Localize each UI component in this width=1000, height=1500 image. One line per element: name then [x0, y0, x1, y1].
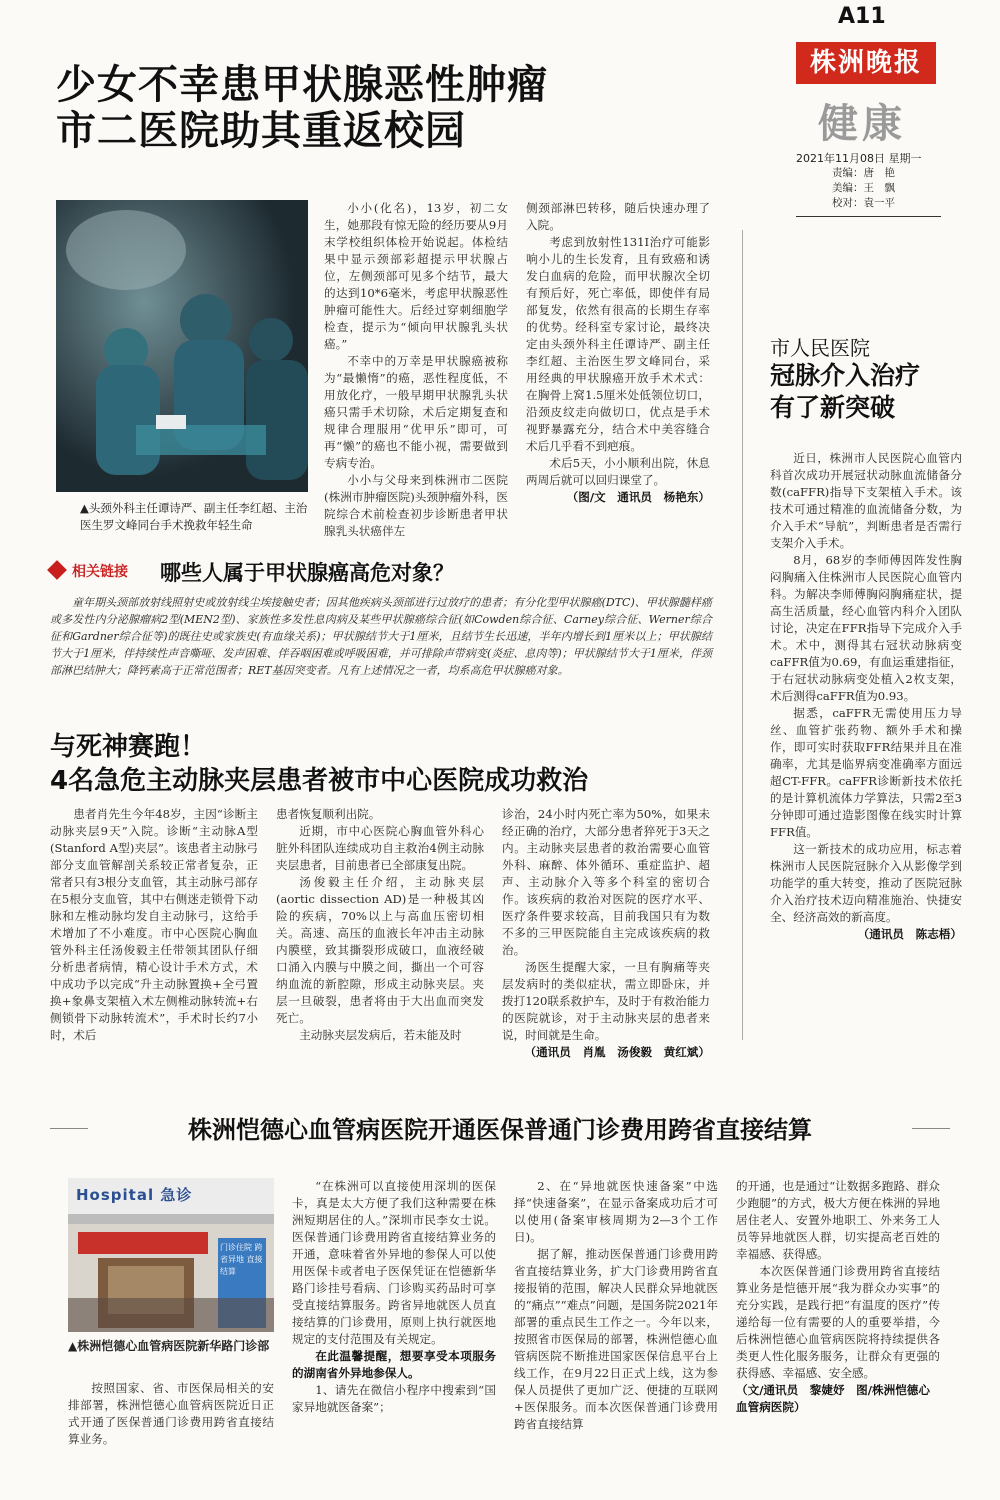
issue-date: 2021年11月08日 星期一 [796, 152, 922, 165]
article3-paragraph: 的开通，也是通过“让数据多跑路、群众少跑腿”的方式，极大方便在株洲的异地居住老人、安置外地职工、外来务工人员等异地就医人群，切实提高老百姓的幸福感、获得感。 [736, 1179, 940, 1261]
newspaper-logo: 株洲晚报 [796, 42, 936, 84]
hospital-photo-board: 门诊住院 跨省异地 直接结算 [220, 1243, 263, 1276]
article2-credit: （通讯员 肖胤 汤俊毅 黄红斌） [524, 1045, 710, 1059]
article1-title-line1: 少女不幸患甲状腺恶性肿瘤 [56, 62, 548, 108]
hospital-photo [68, 1178, 274, 1332]
article1-paragraph: 不幸中的万幸是甲状腺癌被称为“最懒惰”的癌，恶性程度低，不用放化疗，一般早期甲状腺乳头状癌只需手术切除，术后定期复查和规律合理服用“优甲乐”即可，可再“懒”的癌也不能小视，需要做到专病专治。 [324, 354, 508, 470]
article2-title-line1: 与死神赛跑！ [50, 732, 207, 762]
article2-headline [50, 730, 588, 798]
surgery-photo [56, 200, 308, 492]
sidebar-credit: （通讯员 陈志梧） [857, 927, 962, 941]
related-paragraph: 童年期头颈部放射线照射史或放射线尘埃接触史者；因其他疾病头颈部进行过放疗的患者；有分化型甲状腺癌(DTC)、甲状腺髓样癌或多发性内分泌腺瘤病2型(MEN2型)、家族性多发性息肉病及某些甲状腺癌综合征(如Cowden综合征、Carney综合征、Werner综合征和Gardner综合征等)的既往史或家族史(有血缘关系)；甲状腺结节大于1厘米，且结节生长迅速，半年内增长到1厘米以上；甲状腺结节大于1厘米，伴持续性声音嘶哑、发声困难、伴吞咽困难或呼吸困难，并可排除声带病变(炎症、息肉等)；甲状腺结节大于1厘米，伴颈部淋巴结肿大；降钙素高于正常范围者；RET基因突变者。凡有上述情况之一者，均系高危甲状腺癌对象。 [50, 596, 712, 677]
editor-credit: 责编：唐 艳 [832, 167, 895, 179]
sidebar-paragraph: 8月，68岁的李师傅因阵发性胸闷胸痛入住株洲市人民医院心血管内科。为解决李师傅胸闷胸痛症状，提高生活质量，经心血管内科介入团队讨论，决定在FFR指导下完成介入手术。术中，测得其右冠状动脉病变caFFR值为0.69，有血运重建指征，于右冠状动脉病变处植入2枚支架，术后测得caFFR值为0.93。 [770, 553, 962, 703]
designer-credit: 美编：王 飘 [832, 182, 895, 194]
article1-paragraph: 考虑到放射性131I治疗可能影响小儿的生长发育，且有致癌和诱发白血病的危险，而甲状腺次全切有预后好，死亡率低，即使伴有局部复发，依然有很高的长期生存率的优势。经科室专家讨论，最终决定由头颈外科主任谭诗严、副主任李红超、主治医生罗文峰同台，采用经典的甲状腺癌开放手术术式：在胸骨上窝1.5厘米处低领位切口，沿颈皮纹走向做切口，优点是手术视野暴露充分，结合术中美容缝合术后几乎看不到疤痕。 [526, 235, 710, 453]
article1-column-2 [526, 200, 710, 506]
sidebar-title-line1: 冠脉介入治疗 [770, 361, 921, 390]
article1-column-1 [324, 200, 508, 540]
article1-credit: （图/文 通讯员 杨艳东） [566, 490, 710, 504]
article1-paragraph: 术后5天，小小顺利出院，休息两周后就可以回归课堂了。 [526, 456, 710, 487]
article3-column-2 [292, 1178, 496, 1416]
related-badge-arrow-icon [47, 560, 67, 580]
article3-column-3 [514, 1178, 718, 1433]
article3-paragraph: 据了解，推动医保普通门诊费用跨省直接结算业务，扩大门诊费用跨省直接报销的范围，解决人民群众异地就医的“痛点”“难点”问题，是国务院2021年部署的重点民生工作之一。今年以来，按照省市医保局的部署，株洲恺德心血管病医院不断推进国家医保信息平台上线工作，在9月22日正式上线，这为参保人员提供了更加广泛、便捷的互联网+医保服务。而本次医保普通门诊费用跨省直接结算 [514, 1247, 718, 1431]
article2-paragraph: 患者恢复顺利出院。 [276, 807, 381, 821]
article2-paragraph: 汤俊毅主任介绍，主动脉夹层(aortic dissection AD)是一种极其凶险的疾病，70%以上与高血压密切相关。高速、高压的血液长年冲击主动脉内膜壁，致其撕裂形成破口，血液经破口涌入内膜与中膜之间，撕出一个可容纳血流的新腔隙，形成主动脉夹层。夹层一旦破裂，患者将由于大出血而突发死亡。 [276, 875, 484, 1025]
sidebar-kicker: 市人民医院 [770, 336, 870, 360]
related-body [50, 594, 712, 679]
sidebar-paragraph: 据悉，caFFR无需使用压力导丝、血管扩张药物、额外手术和操作，即可实时获取FFR结果并且在准确率，尤其是临界病变准确率方面远超CT-FFR。caFFR诊断新技术依托的是计算机流体力学算法，只需2至3分钟即可通过造影图像在线实时计算FFR值。 [770, 706, 962, 839]
surgery-photo-image [56, 200, 308, 492]
article1-paragraph: 小小与父母来到株洲市二医院(株洲市肿瘤医院)头颈肿瘤外科，医院综合术前检查初步诊断患者甲状腺乳头状癌伴左 [324, 473, 508, 538]
article2-title-line2: 4名急危主动脉夹层患者被市中心医院成功救治 [50, 766, 589, 796]
article3-credit: （文/通讯员 黎婕妤 图/株洲恺德心血管病医院） [736, 1383, 930, 1414]
article3-step-1: 1、请先在微信小程序中搜索到“国家异地就医备案”； [292, 1383, 496, 1414]
article1-paragraph: 小小(化名)，13岁，初二女生，她那段有惊无险的经历要从9月末学校组织体检开始说起。体检结果中显示颈部彩超提示甲状腺占位，左侧颈部可见多个结节，最大的达到10*6毫米，考虑甲状腺恶性肿瘤可能性大。后经过穿刺细胞学检查，提示为“倾向甲状腺乳头状癌。” [324, 201, 508, 351]
related-badge [50, 560, 142, 582]
section-name: 健康 [818, 101, 906, 147]
article2-paragraph: 患者肖先生今年48岁，主因“诊断主动脉夹层9天”入院。诊断“主动脉A型(Stanford A型)夹层”。该患者主动脉弓部分支血管解剖关系较正常者复杂，正常者只有3根分支血管，其主动脉弓部存在5根分支血管，其中右侧迷走锁骨下动脉和左椎动脉均发自主动脉弓，这给手术增加了不小难度。市中心医院心胸血管外科主任汤俊毅主任带领其团队仔细分析患者病情，精心设计手术方式，术中成功予以完成“升主动脉置换+全弓置换+象鼻支架植入术左侧椎动脉转流+右侧锁骨下动脉转流术”，手术时长约7小时，术后 [50, 807, 258, 1042]
article2-column-3 [502, 806, 710, 1061]
sidebar-body [770, 450, 962, 943]
proofreader-credit: 校对：袁一平 [832, 197, 895, 209]
article3-column-4 [736, 1178, 940, 1416]
article3-paragraph: 本次医保普通门诊费用跨省直接结算业务是恺德开展“我为群众办实事”的充分实践，是践行把“有温度的医疗”传递给每一位有需要的人的重要举措，今后株洲恺德心血管病医院将持续提供各类更人性化服务服务，让群众有更强的获得感、幸福感、安全感。 [736, 1264, 940, 1380]
sidebar-paragraph: 近日，株洲市人民医院心血管内科首次成功开展冠状动脉血流储备分数(caFFR)指导下支架植入手术。该技术可通过精准的血流储备分数，为介入手术“导航”，判断患者是否需行支架介入手术。 [770, 451, 962, 550]
staff-credits [832, 166, 895, 211]
article3-notice: 在此温馨提醒，想要享受本项服务的湖南省外异地参保人。 [292, 1349, 496, 1380]
sidebar-title-line2: 有了新突破 [770, 393, 896, 422]
sidebar-divider [742, 230, 743, 1040]
article3-step-2: 2、在“异地就医快速备案”中选择“快速备案”，在显示备案成功后才可以使用(备案审核周期为2—3个工作日)。 [514, 1179, 718, 1244]
article3-column-1 [68, 1380, 274, 1448]
related-title: 哪些人属于甲状腺癌高危对象？ [160, 561, 454, 585]
sidebar-headline [770, 360, 920, 424]
article2-paragraph: 近期，市中心医院心胸血管外科心脏外科团队连续成功自主救治4例主动脉夹层患者，目前患者已全部康复出院。 [276, 824, 484, 872]
article3-paragraph: “在株洲可以直接使用深圳的医保卡，真是太大方便了我们这种需要在株洲短期居住的人。”深圳市民李女士说。医保普通门诊费用跨省直接结算业务的开通，意味着省外异地的参保人可以使用医保卡或者电子医保凭证在恺德新华路门诊挂号看病、门诊购买药品时可享受直接结算服务。跨省异地就医人员直接结算的门诊费用，原则上执行就医地规定的支付范围及有关规定。 [292, 1179, 496, 1346]
article1-title-line2: 市二医院助其重返校园 [56, 108, 466, 154]
article3-title-box [88, 1110, 912, 1150]
hospital-photo-sign: Hospital 急诊 [76, 1186, 193, 1204]
article1-headline [56, 62, 548, 154]
article2-column-2 [276, 806, 484, 1044]
hospital-photo-caption: ▲株洲恺德心血管病医院新华路门诊部 [68, 1339, 270, 1353]
article2-paragraph: 主动脉夹层发病后，若未能及时 [299, 1028, 462, 1042]
article1-paragraph: 侧颈部淋巴转移，随后快速办理了入院。 [526, 201, 710, 232]
page-number: A11 [838, 4, 886, 29]
article3-paragraph: 按照国家、省、市医保局相关的安排部署，株洲恺德心血管病医院近日正式开通了医保普通门诊费用跨省直接结算业务。 [68, 1381, 274, 1446]
article3-headline: 株洲恺德心血管病医院开通医保普通门诊费用跨省直接结算 [188, 1116, 812, 1144]
sidebar-paragraph: 这一新技术的成功应用，标志着株洲市人民医院冠脉介入从影像学到功能学的重大转变，推动了医院冠脉介入治疗技术迈向精准施治、快捷安全、经济高效的新高度。 [770, 842, 962, 924]
article2-column-1 [50, 806, 258, 1044]
article2-paragraph: 汤医生提醒大家，一旦有胸痛等夹层发病时的类似症状，需立即卧床，并拨打120联系救护车，及时于有救治能力的医院就诊，对于主动脉夹层的患者来说，时间就是生命。 [502, 960, 710, 1042]
masthead-divider [796, 216, 941, 217]
related-badge-label: 相关链接 [72, 564, 128, 580]
article2-paragraph: 诊治，24小时内死亡率为50%，如果未经正确的治疗，大部分患者猝死于3天之内。主动脉夹层患者的救治需要心血管外科、麻醉、体外循环、重症监护、超声、主动脉介入等多个科室的密切合作。该疾病的救治对医院的医疗水平、医疗条件要求较高，目前我国只有为数不多的三甲医院能自主完成该疾病的救治。 [502, 807, 710, 957]
surgery-photo-caption: ▲头颈外科主任谭诗严、副主任李红超、主治医生罗文峰同台手术挽救年轻生命 [80, 501, 308, 532]
